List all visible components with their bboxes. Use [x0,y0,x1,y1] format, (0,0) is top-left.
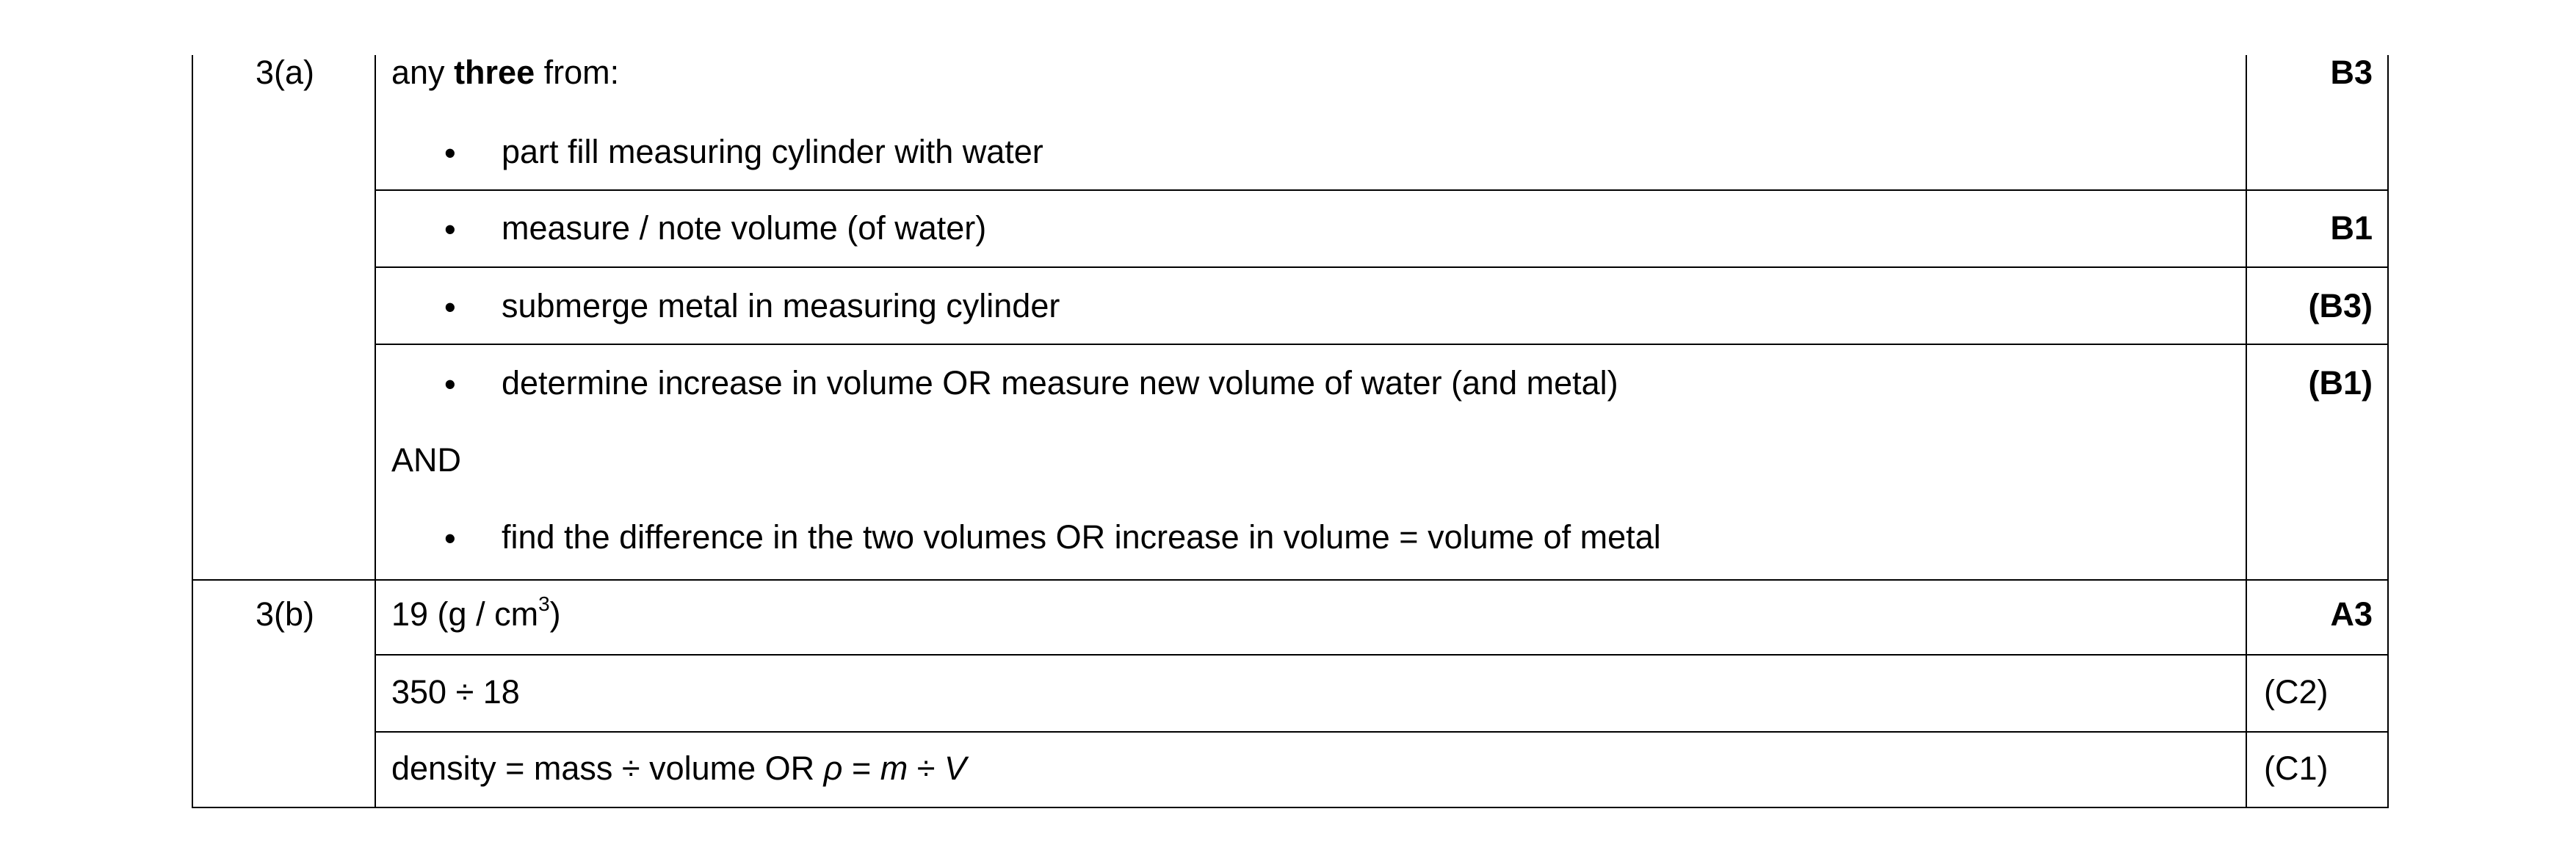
bullet-text-4: determine increase in volume OR measure new volume of water (and metal) [502,364,1618,402]
question-number: 3(a) [255,54,314,91]
formula-text [391,749,966,788]
question-divider [193,579,2389,581]
bullet-text-1: part fill measuring cylinder with water [502,133,1043,170]
column-divider-left [375,55,376,807]
calc-text: 350 ÷ 18 [391,673,520,711]
mark-scheme-table [192,55,2389,808]
and-text: AND [391,441,462,479]
answer-superscript: 3 [538,592,550,615]
row-divider [375,344,2389,345]
bullet-icon: • [444,134,456,172]
bullet-icon: • [444,288,456,326]
mark-b3: B3 [2330,54,2373,91]
answer-text [391,592,561,634]
mark-c1: (C1) [2264,749,2329,787]
row-divider [375,731,2389,733]
bullet-icon: • [444,366,456,403]
formula-rho: ρ [823,749,843,787]
intro-post: from: [535,54,620,91]
formula-v: V [944,749,966,787]
intro-text [391,54,619,92]
mark-b1-alt: (B1) [2308,364,2373,402]
row-divider [375,189,2389,191]
row-divider [375,266,2389,268]
mark-b1: B1 [2330,209,2373,247]
intro-pre: any [391,54,455,91]
answer-pre: 19 (g / cm [391,595,539,633]
mark-b3-alt: (B3) [2308,287,2373,324]
intro-bold: three [454,54,535,91]
formula-div: ÷ [908,749,944,787]
bullet-text-3: submerge metal in measuring cylinder [502,287,1060,324]
question-number: 3(b) [255,595,314,633]
formula-eq: = [842,749,880,787]
bullet-text-2: measure / note volume (of water) [502,209,987,247]
mark-a3: A3 [2330,595,2373,633]
row-divider [375,654,2389,656]
formula-m: m [880,749,908,787]
answer-post: ) [549,595,561,633]
column-divider-right [2246,55,2247,807]
bullet-icon: • [444,211,456,248]
formula-pre: density = mass ÷ volume OR [391,749,824,787]
bullet-icon: • [444,520,456,557]
mark-c2: (C2) [2264,673,2329,711]
bullet-text-5: find the difference in the two volumes OR increase in volume = volume of metal [502,518,1661,556]
